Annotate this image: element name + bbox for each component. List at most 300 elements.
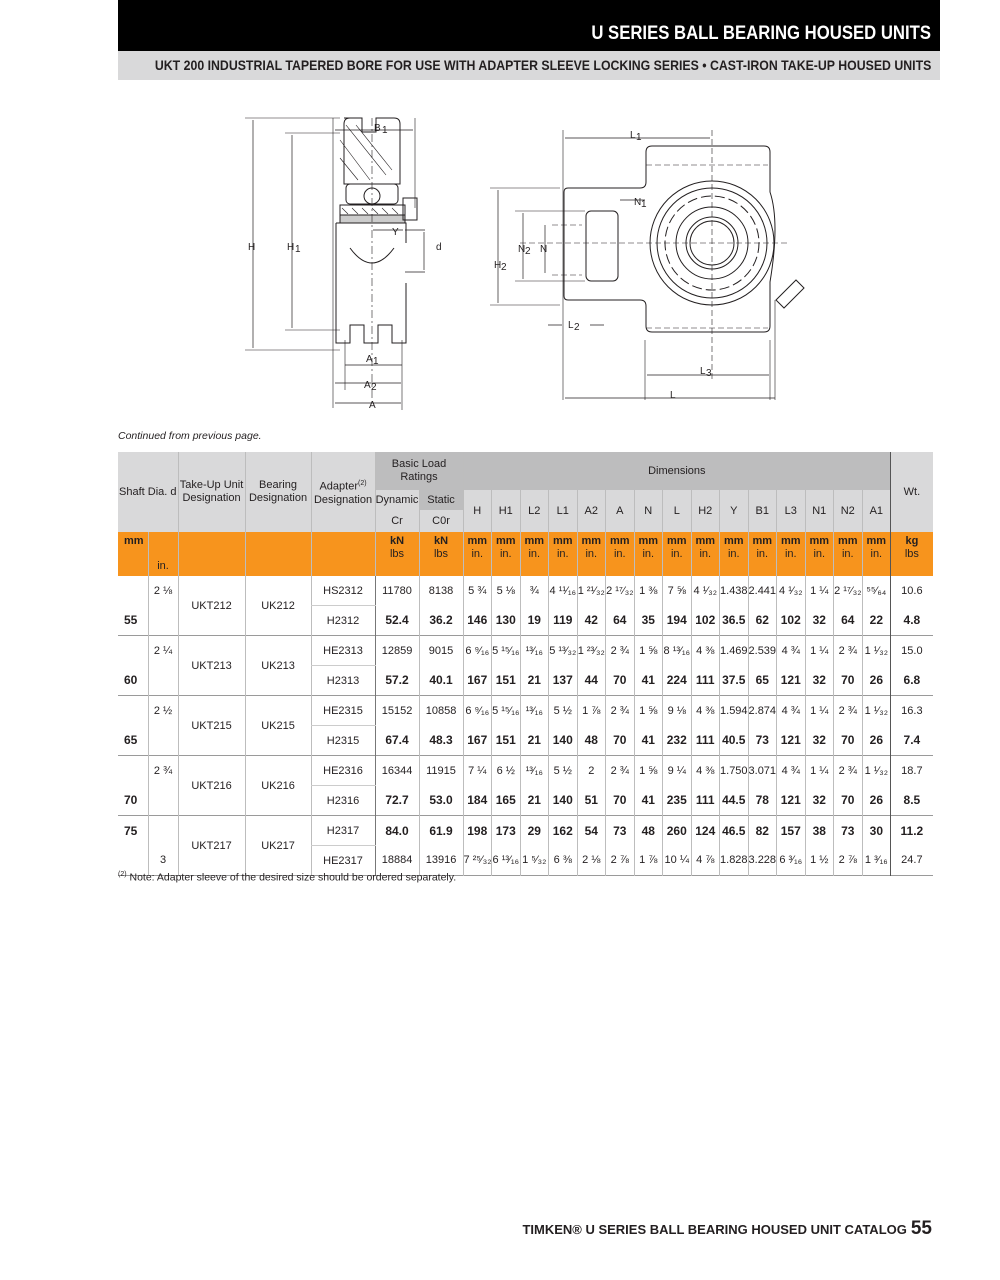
dim-a1: 22 (862, 606, 891, 636)
header-dim-l2: L2 (520, 490, 549, 532)
dim-l2: ¾ (520, 576, 549, 606)
dim-n2: 73 (834, 816, 863, 846)
dim-l1: 162 (549, 816, 578, 846)
dim-y: 36.5 (720, 606, 749, 636)
header-dimensions: Dimensions (463, 452, 891, 490)
svg-text:3: 3 (706, 368, 712, 379)
shaft-mm: 75 (124, 823, 138, 838)
adapter-designation: H2315 (311, 726, 375, 756)
svg-text:N: N (540, 244, 548, 255)
header-dim-a1: A1 (862, 490, 891, 532)
housed-unit-drawing (230, 110, 830, 410)
dim-h2: 111 (691, 786, 720, 816)
dim-a1: 1 ¹⁄₃₂ (862, 756, 891, 786)
unit-dynamic: kN lbs (375, 532, 419, 576)
header-shaft: Shaft Dia. d (118, 452, 178, 532)
shaft-in: 2 ½ (148, 696, 178, 726)
adapter-designation: H2317 (311, 816, 375, 846)
dim-h2: 4 ⅜ (691, 636, 720, 666)
unit-dim: mm in. (634, 532, 663, 576)
unit-dim: mm in. (549, 532, 578, 576)
dim-a1: 30 (862, 816, 891, 846)
bearing-designation: UK215 (245, 696, 311, 756)
dim-l1: 4 ¹¹⁄₁₆ (549, 576, 578, 606)
shaft-in: 2 ¾ (148, 756, 178, 786)
takeup-designation: UKT213 (178, 636, 245, 696)
dim-b1: 2.539 (748, 636, 777, 666)
svg-text:2: 2 (525, 246, 531, 257)
header-dim-n: N (634, 490, 663, 532)
static-rating: 61.9 (419, 816, 463, 846)
dim-h: 198 (463, 816, 492, 846)
unit-dim: mm in. (748, 532, 777, 576)
dim-l2: 29 (520, 816, 549, 846)
adapter-designation: H2313 (311, 666, 375, 696)
table-row (118, 816, 933, 846)
page-subtitle: UKT 200 INDUSTRIAL TAPERED BORE FOR USE WITH ADAPTER SLEEVE LOCKING SERIES • CAST-IRON TAKE-UP HOUSED UNITS (154, 57, 931, 73)
adapter-designation: HE2316 (311, 756, 375, 786)
header-dynamic: Dynamic (375, 490, 419, 510)
shaft-in (148, 726, 178, 756)
header-dim-l1: L1 (549, 490, 578, 532)
dim-a2: 1 ²¹⁄₃₂ (577, 576, 606, 606)
dim-l: 260 (663, 816, 692, 846)
dim-b1: 73 (748, 726, 777, 756)
dim-b1: 62 (748, 606, 777, 636)
static-rating: 36.2 (419, 606, 463, 636)
dim-l: 9 ⅛ (663, 696, 692, 726)
adapter-designation: H2316 (311, 786, 375, 816)
static-rating: 40.1 (419, 666, 463, 696)
svg-text:1: 1 (636, 132, 642, 143)
dim-h1: 130 (492, 606, 521, 636)
svg-text:A: A (366, 354, 373, 365)
dim-a1: 26 (862, 726, 891, 756)
dim-a: 64 (606, 606, 635, 636)
dynamic-rating: 12859 (375, 636, 419, 666)
static-rating: 10858 (419, 696, 463, 726)
dim-a2: 44 (577, 666, 606, 696)
dim-n: 1 ⅜ (634, 576, 663, 606)
unit-dim: mm in. (577, 532, 606, 576)
header-dim-h2: H2 (691, 490, 720, 532)
dim-n1: 1 ½ (805, 846, 834, 876)
unit-in: in. (148, 532, 178, 576)
svg-text:L: L (670, 390, 676, 401)
dim-h1: 151 (492, 726, 521, 756)
dim-b1: 82 (748, 816, 777, 846)
dim-n1: 1 ¼ (805, 576, 834, 606)
unit-dim: mm in. (777, 532, 806, 576)
takeup-designation: UKT217 (178, 816, 245, 876)
unit-dim: mm in. (720, 532, 749, 576)
adapter-designation: HE2313 (311, 636, 375, 666)
dim-n2: 70 (834, 726, 863, 756)
static-rating: 8138 (419, 576, 463, 606)
dim-n: 1 ⅞ (634, 846, 663, 876)
weight: 6.8 (891, 666, 933, 696)
dim-a1: 26 (862, 666, 891, 696)
header-cr: Cr (375, 510, 419, 532)
dim-y: 46.5 (720, 816, 749, 846)
header-bearing: Bearing Designation (245, 452, 311, 532)
adapter-designation: HS2312 (311, 576, 375, 606)
dim-n1: 1 ¼ (805, 756, 834, 786)
takeup-designation: UKT212 (178, 576, 245, 636)
dim-l3: 4 ¹⁄₃₂ (777, 576, 806, 606)
svg-text:H: H (248, 242, 256, 253)
weight: 15.0 (891, 636, 933, 666)
dim-n2: 70 (834, 666, 863, 696)
dim-h2: 4 ⅜ (691, 696, 720, 726)
dim-l: 10 ¼ (663, 846, 692, 876)
dim-l3: 102 (777, 606, 806, 636)
dim-h1: 151 (492, 666, 521, 696)
dynamic-rating: 11780 (375, 576, 419, 606)
dim-n: 48 (634, 816, 663, 846)
static-rating: 13916 (419, 846, 463, 876)
weight: 18.7 (891, 756, 933, 786)
dim-n: 1 ⅝ (634, 696, 663, 726)
adapter-designation: HE2315 (311, 696, 375, 726)
dim-a2: 54 (577, 816, 606, 846)
dim-l: 235 (663, 786, 692, 816)
header-static: Static (419, 490, 463, 510)
dim-l3: 157 (777, 816, 806, 846)
weight: 16.3 (891, 696, 933, 726)
units-row (118, 532, 933, 576)
dim-y: 1.828 (720, 846, 749, 876)
unit-dim: mm in. (463, 532, 492, 576)
dim-h1: 5 ¹⁵⁄₁₆ (492, 636, 521, 666)
dim-n: 1 ⅝ (634, 636, 663, 666)
header-dim-n1: N1 (805, 490, 834, 532)
front-view (490, 130, 804, 400)
dim-y: 1.750 (720, 756, 749, 786)
header-dim-b1: B1 (748, 490, 777, 532)
dim-n2: 2 ¾ (834, 756, 863, 786)
dim-a1: ⁵⁵⁄₆₄ (862, 576, 891, 606)
dim-n2: 70 (834, 786, 863, 816)
dynamic-rating: 84.0 (375, 816, 419, 846)
unit-group-ukt216 (118, 756, 933, 816)
dim-a1: 1 ¹⁄₃₂ (862, 636, 891, 666)
dim-b1: 3.071 (748, 756, 777, 786)
unit-dim: mm in. (834, 532, 863, 576)
svg-text:1: 1 (641, 199, 647, 210)
dim-l: 7 ⅝ (663, 576, 692, 606)
dim-h: 6 ⁹⁄₁₆ (463, 636, 492, 666)
dim-h: 7 ¼ (463, 756, 492, 786)
dim-h1: 5 ¹⁵⁄₁₆ (492, 696, 521, 726)
bearing-designation: UK216 (245, 756, 311, 816)
dim-l3: 4 ¾ (777, 756, 806, 786)
dim-h1: 6 ¹³⁄₁₆ (492, 846, 521, 876)
dim-n2: 2 ¾ (834, 696, 863, 726)
dim-a: 2 ¾ (606, 756, 635, 786)
shaft-mm (118, 696, 148, 726)
dim-a: 2 ¾ (606, 696, 635, 726)
svg-text:1: 1 (373, 356, 379, 367)
dim-n1: 32 (805, 726, 834, 756)
dim-h1: 6 ½ (492, 756, 521, 786)
dim-l2: 21 (520, 726, 549, 756)
dim-l3: 6 ³⁄₁₆ (777, 846, 806, 876)
header-takeup: Take-Up Unit Designation (178, 452, 245, 532)
dynamic-rating: 72.7 (375, 786, 419, 816)
dim-y: 44.5 (720, 786, 749, 816)
header-dim-a: A (606, 490, 635, 532)
dim-h: 167 (463, 726, 492, 756)
weight: 10.6 (891, 576, 933, 606)
dim-a: 70 (606, 786, 635, 816)
adapter-designation: H2312 (311, 606, 375, 636)
dim-a2: 51 (577, 786, 606, 816)
dim-a: 70 (606, 726, 635, 756)
dim-b1: 78 (748, 786, 777, 816)
dim-h2: 111 (691, 726, 720, 756)
dim-l1: 119 (549, 606, 578, 636)
page-title: U SERIES BALL BEARING HOUSED UNITS (591, 23, 931, 44)
shaft-in: 3 (148, 846, 178, 876)
header-dim-y: Y (720, 490, 749, 532)
weight: 8.5 (891, 786, 933, 816)
svg-text:2: 2 (501, 262, 507, 273)
dim-h: 7 ²⁵⁄₃₂ (463, 846, 492, 876)
dim-h2: 124 (691, 816, 720, 846)
dim-l2: 19 (520, 606, 549, 636)
dynamic-rating: 67.4 (375, 726, 419, 756)
dim-a2: 1 ²³⁄₃₂ (577, 636, 606, 666)
unit-mm: mm (118, 532, 148, 576)
dim-l3: 121 (777, 666, 806, 696)
dim-l2: ¹³⁄₁₆ (520, 636, 549, 666)
dim-h2: 4 ⅞ (691, 846, 720, 876)
footer: TIMKEN® U SERIES BALL BEARING HOUSED UNIT CATALOG 55 (522, 1218, 932, 1239)
dim-h1: 5 ⅛ (492, 576, 521, 606)
unit-dim: mm in. (520, 532, 549, 576)
dim-a1: 1 ¹⁄₃₂ (862, 696, 891, 726)
shaft-mm: 65 (124, 733, 138, 748)
side-view (245, 118, 425, 410)
dimensions-table (118, 452, 933, 876)
unit-group-ukt213 (118, 636, 933, 696)
dim-n2: 64 (834, 606, 863, 636)
dim-l2: 1 ⁵⁄₃₂ (520, 846, 549, 876)
shaft-in (148, 606, 178, 636)
header-dim-a2: A2 (577, 490, 606, 532)
dim-l1: 140 (549, 726, 578, 756)
dynamic-rating: 18884 (375, 846, 419, 876)
shaft-mm: 60 (124, 673, 138, 688)
dim-n: 1 ⅝ (634, 756, 663, 786)
dim-n1: 1 ¼ (805, 696, 834, 726)
svg-text:1: 1 (382, 125, 388, 136)
dynamic-rating: 52.4 (375, 606, 419, 636)
dim-n1: 32 (805, 786, 834, 816)
table-row (118, 696, 933, 726)
continued-note: Continued from previous page. (118, 430, 262, 442)
dim-n2: 2 ¾ (834, 636, 863, 666)
weight: 11.2 (891, 816, 933, 846)
dim-l2: 21 (520, 666, 549, 696)
dim-y: 1.469 (720, 636, 749, 666)
table-row (118, 576, 933, 606)
static-rating: 53.0 (419, 786, 463, 816)
bearing-designation: UK212 (245, 576, 311, 636)
shaft-mm: 70 (124, 793, 138, 808)
dim-y: 1.438 (720, 576, 749, 606)
dim-l3: 121 (777, 726, 806, 756)
dim-a: 73 (606, 816, 635, 846)
weight: 7.4 (891, 726, 933, 756)
dynamic-rating: 16344 (375, 756, 419, 786)
dim-l2: ¹³⁄₁₆ (520, 756, 549, 786)
shaft-mm (118, 636, 148, 666)
header-dim-h: H (463, 490, 492, 532)
svg-text:2: 2 (371, 382, 377, 393)
dim-l2: 21 (520, 786, 549, 816)
unit-group-ukt215 (118, 696, 933, 756)
dim-l3: 4 ¾ (777, 696, 806, 726)
dim-n: 35 (634, 606, 663, 636)
header-load-ratings: Basic Load Ratings (375, 452, 463, 490)
dim-a: 2 ¹⁷⁄₃₂ (606, 576, 635, 606)
dim-l1: 5 ½ (549, 696, 578, 726)
dim-n1: 32 (805, 606, 834, 636)
dim-l3: 121 (777, 786, 806, 816)
dynamic-rating: 15152 (375, 696, 419, 726)
weight: 24.7 (891, 846, 933, 876)
header-dim-l: L (663, 490, 692, 532)
dim-n1: 32 (805, 666, 834, 696)
shaft-mm: 55 (124, 613, 138, 628)
unit-group-ukt212 (118, 576, 933, 636)
subtitle-bar (118, 51, 940, 80)
dim-h2: 4 ¹⁄₃₂ (691, 576, 720, 606)
header-dim-l3: L3 (777, 490, 806, 532)
dim-n: 41 (634, 726, 663, 756)
svg-text:H: H (494, 260, 502, 271)
dim-b1: 65 (748, 666, 777, 696)
static-rating: 11915 (419, 756, 463, 786)
dim-h: 146 (463, 606, 492, 636)
dim-a2: 2 ⅛ (577, 846, 606, 876)
svg-text:A: A (369, 400, 376, 410)
svg-text:L: L (700, 366, 706, 377)
dim-l2: ¹³⁄₁₆ (520, 696, 549, 726)
title-bar (118, 0, 940, 51)
dim-b1: 2.441 (748, 576, 777, 606)
dim-n1: 1 ¼ (805, 636, 834, 666)
dim-h2: 102 (691, 606, 720, 636)
header-cor: C0r (419, 510, 463, 532)
dim-h1: 173 (492, 816, 521, 846)
header-adapter: Adapter$^{(2)}$ Designation (311, 452, 375, 532)
dim-a1: 1 ³⁄₁₆ (862, 846, 891, 876)
unit-dim: mm in. (691, 532, 720, 576)
dim-n: 41 (634, 666, 663, 696)
page-number: 55 (910, 1218, 932, 1239)
svg-text:L: L (630, 130, 636, 141)
dim-b1: 3.228 (748, 846, 777, 876)
bearing-designation: UK213 (245, 636, 311, 696)
dim-h: 167 (463, 666, 492, 696)
dim-a: 2 ⅞ (606, 846, 635, 876)
header-dim-h1: H1 (492, 490, 521, 532)
shaft-mm (118, 756, 148, 786)
shaft-in: 2 ⅛ (148, 576, 178, 606)
dim-h: 5 ¾ (463, 576, 492, 606)
dim-l1: 6 ⅜ (549, 846, 578, 876)
table-row (118, 756, 933, 786)
table-row (118, 636, 933, 666)
svg-text:d: d (436, 242, 442, 253)
dim-a2: 42 (577, 606, 606, 636)
takeup-designation: UKT216 (178, 756, 245, 816)
dim-a2: 1 ⅞ (577, 696, 606, 726)
dim-a2: 2 (577, 756, 606, 786)
dim-l1: 5 ½ (549, 756, 578, 786)
dim-y: 37.5 (720, 666, 749, 696)
dim-h2: 4 ⅜ (691, 756, 720, 786)
dim-l1: 137 (549, 666, 578, 696)
static-rating: 48.3 (419, 726, 463, 756)
svg-text:N: N (634, 197, 642, 208)
dim-n2: 2 ¹⁷⁄₃₂ (834, 576, 863, 606)
dim-l: 8 ¹³⁄₁₆ (663, 636, 692, 666)
dim-h1: 165 (492, 786, 521, 816)
svg-text:H: H (287, 242, 295, 253)
dim-b1: 2.874 (748, 696, 777, 726)
dim-n1: 38 (805, 816, 834, 846)
shaft-in (148, 786, 178, 816)
unit-dim: mm in. (606, 532, 635, 576)
dim-a1: 26 (862, 786, 891, 816)
svg-text:Y: Y (392, 227, 399, 238)
unit-group-ukt217 (118, 816, 933, 876)
dim-a: 2 ¾ (606, 636, 635, 666)
dim-l1: 140 (549, 786, 578, 816)
svg-text:1: 1 (295, 244, 301, 255)
dim-h: 6 ⁹⁄₁₆ (463, 696, 492, 726)
takeup-designation: UKT215 (178, 696, 245, 756)
dim-h2: 111 (691, 666, 720, 696)
dim-n2: 2 ⅞ (834, 846, 863, 876)
static-rating: 9015 (419, 636, 463, 666)
header-weight: Wt. (891, 452, 933, 532)
dim-l: 194 (663, 606, 692, 636)
weight: 4.8 (891, 606, 933, 636)
dim-a: 70 (606, 666, 635, 696)
svg-text:2: 2 (574, 322, 580, 333)
bearing-designation: UK217 (245, 816, 311, 876)
dim-h: 184 (463, 786, 492, 816)
unit-dim: mm in. (663, 532, 692, 576)
dim-a2: 48 (577, 726, 606, 756)
unit-weight: kg lbs (891, 532, 933, 576)
shaft-in (148, 816, 178, 846)
svg-text:B: B (374, 123, 381, 134)
shaft-mm (118, 576, 148, 606)
adapter-designation: HE2317 (311, 846, 375, 876)
header-dim-n2: N2 (834, 490, 863, 532)
svg-text:N: N (518, 244, 526, 255)
dim-l3: 4 ¾ (777, 636, 806, 666)
footnote: $^{(2)}$ Note: Adapter sleeve of the desired size should be ordered separately. (118, 871, 457, 884)
svg-text:A: A (364, 380, 371, 391)
dim-l: 224 (663, 666, 692, 696)
